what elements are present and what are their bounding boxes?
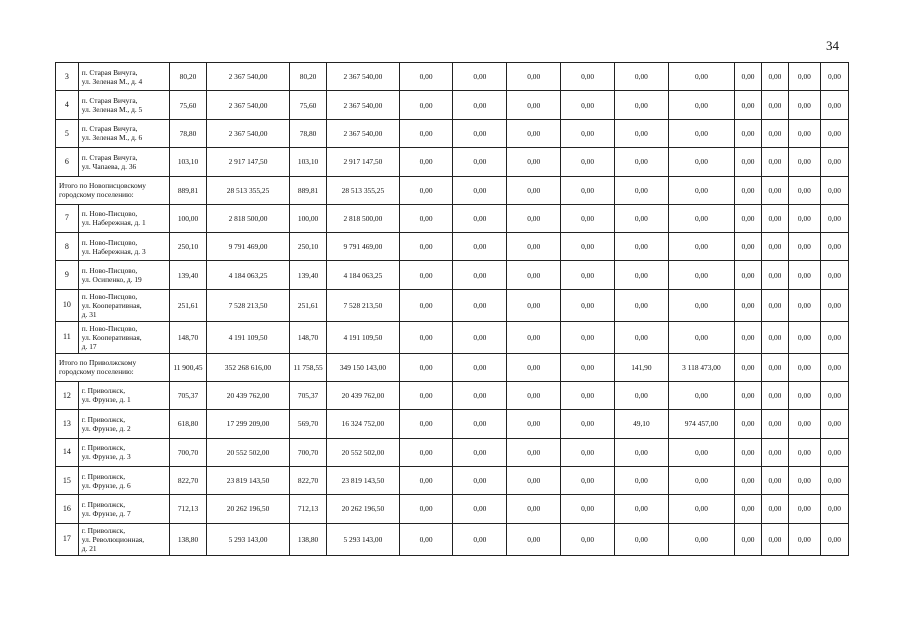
value-cell: 148,70 bbox=[289, 321, 326, 353]
value-cell: 0,00 bbox=[735, 119, 762, 147]
value-cell: 0,00 bbox=[735, 495, 762, 523]
value-cell: 20 439 762,00 bbox=[207, 381, 290, 409]
page-number: 34 bbox=[826, 38, 839, 53]
value-cell: 4 184 063,25 bbox=[327, 261, 399, 289]
address-cell: п. Старая Вичуга, ул. Чапаева, д. 36 bbox=[78, 148, 169, 176]
value-cell: 0,00 bbox=[561, 63, 615, 91]
value-cell: 0,00 bbox=[561, 321, 615, 353]
value-cell: 2 818 500,00 bbox=[327, 204, 399, 232]
value-cell: 0,00 bbox=[507, 289, 561, 321]
value-cell: 0,00 bbox=[561, 523, 615, 555]
value-cell: 0,00 bbox=[761, 321, 788, 353]
address-cell: г. Приволжск, ул. Революционная, д. 21 bbox=[78, 523, 169, 555]
value-cell: 0,00 bbox=[735, 353, 762, 381]
value-cell: 0,00 bbox=[614, 495, 668, 523]
value-cell: 0,00 bbox=[735, 523, 762, 555]
value-cell: 0,00 bbox=[614, 119, 668, 147]
value-cell: 138,80 bbox=[169, 523, 206, 555]
value-cell: 0,00 bbox=[614, 204, 668, 232]
value-cell: 0,00 bbox=[399, 353, 453, 381]
value-cell: 0,00 bbox=[399, 410, 453, 438]
value-cell: 0,00 bbox=[668, 63, 734, 91]
row-number: 6 bbox=[56, 148, 79, 176]
table-row bbox=[56, 204, 849, 232]
value-cell: 0,00 bbox=[399, 523, 453, 555]
value-cell: 0,00 bbox=[453, 176, 507, 204]
value-cell: 28 513 355,25 bbox=[327, 176, 399, 204]
value-cell: 20 552 502,00 bbox=[207, 438, 290, 466]
row-number: 4 bbox=[56, 91, 79, 119]
value-cell: 0,00 bbox=[820, 321, 848, 353]
value-cell: 75,60 bbox=[289, 91, 326, 119]
value-cell: 0,00 bbox=[399, 438, 453, 466]
value-cell: 705,37 bbox=[289, 381, 326, 409]
value-cell: 0,00 bbox=[735, 176, 762, 204]
value-cell: 0,00 bbox=[761, 495, 788, 523]
value-cell: 0,00 bbox=[788, 495, 820, 523]
value-cell: 4 191 109,50 bbox=[207, 321, 290, 353]
value-cell: 0,00 bbox=[735, 232, 762, 260]
value-cell: 0,00 bbox=[788, 148, 820, 176]
value-cell: 9 791 469,00 bbox=[327, 232, 399, 260]
address-cell: п. Ново-Писцово, ул. Набережная, д. 3 bbox=[78, 232, 169, 260]
value-cell: 0,00 bbox=[761, 289, 788, 321]
value-cell: 49,10 bbox=[614, 410, 668, 438]
value-cell: 20 262 196,50 bbox=[207, 495, 290, 523]
value-cell: 0,00 bbox=[668, 232, 734, 260]
value-cell: 2 818 500,00 bbox=[207, 204, 290, 232]
value-cell: 0,00 bbox=[561, 176, 615, 204]
value-cell: 139,40 bbox=[289, 261, 326, 289]
value-cell: 0,00 bbox=[453, 261, 507, 289]
value-cell: 822,70 bbox=[289, 466, 326, 494]
value-cell: 23 819 143,50 bbox=[327, 466, 399, 494]
value-cell: 0,00 bbox=[507, 321, 561, 353]
value-cell: 7 528 213,50 bbox=[327, 289, 399, 321]
value-cell: 705,37 bbox=[169, 381, 206, 409]
value-cell: 0,00 bbox=[761, 119, 788, 147]
value-cell: 0,00 bbox=[453, 91, 507, 119]
value-cell: 0,00 bbox=[668, 204, 734, 232]
value-cell: 0,00 bbox=[614, 466, 668, 494]
value-cell: 0,00 bbox=[507, 204, 561, 232]
value-cell: 0,00 bbox=[761, 381, 788, 409]
value-cell: 0,00 bbox=[788, 204, 820, 232]
value-cell: 0,00 bbox=[735, 321, 762, 353]
value-cell: 0,00 bbox=[399, 381, 453, 409]
table-row bbox=[56, 321, 849, 353]
value-cell: 28 513 355,25 bbox=[207, 176, 290, 204]
value-cell: 2 367 540,00 bbox=[327, 63, 399, 91]
value-cell: 0,00 bbox=[561, 232, 615, 260]
value-cell: 0,00 bbox=[761, 353, 788, 381]
value-cell: 0,00 bbox=[453, 353, 507, 381]
value-cell: 0,00 bbox=[614, 261, 668, 289]
table-row bbox=[56, 495, 849, 523]
value-cell: 0,00 bbox=[788, 410, 820, 438]
subtotal-label: Итого по Новописцовскому городскому поселению: bbox=[56, 176, 170, 204]
value-cell: 0,00 bbox=[507, 495, 561, 523]
value-cell: 9 791 469,00 bbox=[207, 232, 290, 260]
address-cell: п. Старая Вичуга, ул. Зеленая М., д. 6 bbox=[78, 119, 169, 147]
value-cell: 822,70 bbox=[169, 466, 206, 494]
value-cell: 2 367 540,00 bbox=[207, 63, 290, 91]
value-cell: 0,00 bbox=[453, 381, 507, 409]
value-cell: 0,00 bbox=[788, 353, 820, 381]
value-cell: 4 184 063,25 bbox=[207, 261, 290, 289]
value-cell: 2 367 540,00 bbox=[327, 91, 399, 119]
value-cell: 7 528 213,50 bbox=[207, 289, 290, 321]
value-cell: 0,00 bbox=[399, 321, 453, 353]
value-cell: 0,00 bbox=[820, 119, 848, 147]
value-cell: 100,00 bbox=[289, 204, 326, 232]
value-cell: 2 367 540,00 bbox=[207, 119, 290, 147]
value-cell: 0,00 bbox=[614, 63, 668, 91]
value-cell: 0,00 bbox=[507, 353, 561, 381]
value-cell: 712,13 bbox=[289, 495, 326, 523]
value-cell: 0,00 bbox=[788, 91, 820, 119]
value-cell: 0,00 bbox=[820, 176, 848, 204]
value-cell: 0,00 bbox=[507, 523, 561, 555]
row-number: 7 bbox=[56, 204, 79, 232]
value-cell: 0,00 bbox=[788, 119, 820, 147]
value-cell: 0,00 bbox=[820, 523, 848, 555]
value-cell: 0,00 bbox=[399, 232, 453, 260]
address-cell: п. Ново-Писцово, ул. Кооперативная, д. 31 bbox=[78, 289, 169, 321]
row-number: 13 bbox=[56, 410, 79, 438]
value-cell: 0,00 bbox=[507, 119, 561, 147]
value-cell: 0,00 bbox=[399, 148, 453, 176]
value-cell: 0,00 bbox=[761, 148, 788, 176]
table-row bbox=[56, 63, 849, 91]
value-cell: 352 268 616,00 bbox=[207, 353, 290, 381]
value-cell: 80,20 bbox=[289, 63, 326, 91]
value-cell: 0,00 bbox=[788, 523, 820, 555]
row-number: 11 bbox=[56, 321, 79, 353]
address-cell: г. Приволжск, ул. Фрунзе, д. 3 bbox=[78, 438, 169, 466]
value-cell: 250,10 bbox=[169, 232, 206, 260]
row-number: 3 bbox=[56, 63, 79, 91]
value-cell: 0,00 bbox=[735, 148, 762, 176]
value-cell: 0,00 bbox=[453, 410, 507, 438]
value-cell: 0,00 bbox=[820, 410, 848, 438]
value-cell: 0,00 bbox=[735, 204, 762, 232]
value-cell: 0,00 bbox=[761, 232, 788, 260]
value-cell: 569,70 bbox=[289, 410, 326, 438]
value-cell: 0,00 bbox=[735, 261, 762, 289]
value-cell: 0,00 bbox=[399, 176, 453, 204]
value-cell: 0,00 bbox=[668, 91, 734, 119]
value-cell: 100,00 bbox=[169, 204, 206, 232]
value-cell: 0,00 bbox=[399, 289, 453, 321]
value-cell: 0,00 bbox=[614, 148, 668, 176]
subtotal-row bbox=[56, 353, 849, 381]
value-cell: 0,00 bbox=[453, 232, 507, 260]
value-cell: 0,00 bbox=[761, 410, 788, 438]
value-cell: 349 150 143,00 bbox=[327, 353, 399, 381]
address-cell: г. Приволжск, ул. Фрунзе, д. 1 bbox=[78, 381, 169, 409]
value-cell: 0,00 bbox=[820, 495, 848, 523]
value-cell: 78,80 bbox=[169, 119, 206, 147]
value-cell: 0,00 bbox=[453, 438, 507, 466]
address-cell: п. Старая Вичуга, ул. Зеленая М., д. 5 bbox=[78, 91, 169, 119]
housing-data-table bbox=[55, 62, 849, 556]
address-cell: п. Ново-Писцово, ул. Набережная, д. 1 bbox=[78, 204, 169, 232]
value-cell: 0,00 bbox=[399, 495, 453, 523]
value-cell: 0,00 bbox=[614, 321, 668, 353]
value-cell: 0,00 bbox=[507, 176, 561, 204]
value-cell: 0,00 bbox=[820, 466, 848, 494]
value-cell: 0,00 bbox=[820, 63, 848, 91]
value-cell: 0,00 bbox=[668, 381, 734, 409]
value-cell: 0,00 bbox=[561, 495, 615, 523]
row-number: 9 bbox=[56, 261, 79, 289]
value-cell: 0,00 bbox=[820, 148, 848, 176]
value-cell: 20 439 762,00 bbox=[327, 381, 399, 409]
value-cell: 0,00 bbox=[668, 176, 734, 204]
row-number: 14 bbox=[56, 438, 79, 466]
value-cell: 0,00 bbox=[507, 438, 561, 466]
row-number: 10 bbox=[56, 289, 79, 321]
value-cell: 250,10 bbox=[289, 232, 326, 260]
value-cell: 0,00 bbox=[735, 466, 762, 494]
row-number: 16 bbox=[56, 495, 79, 523]
subtotal-row bbox=[56, 176, 849, 204]
value-cell: 0,00 bbox=[561, 204, 615, 232]
value-cell: 0,00 bbox=[561, 91, 615, 119]
address-cell: п. Ново-Писцово, ул. Кооперативная, д. 17 bbox=[78, 321, 169, 353]
table-row bbox=[56, 119, 849, 147]
table-row bbox=[56, 410, 849, 438]
value-cell: 0,00 bbox=[453, 321, 507, 353]
value-cell: 2 367 540,00 bbox=[207, 91, 290, 119]
value-cell: 0,00 bbox=[453, 466, 507, 494]
value-cell: 0,00 bbox=[453, 289, 507, 321]
table-row bbox=[56, 261, 849, 289]
value-cell: 0,00 bbox=[788, 63, 820, 91]
value-cell: 2 917 147,50 bbox=[327, 148, 399, 176]
value-cell: 0,00 bbox=[761, 204, 788, 232]
value-cell: 0,00 bbox=[561, 438, 615, 466]
value-cell: 0,00 bbox=[507, 261, 561, 289]
value-cell: 0,00 bbox=[668, 321, 734, 353]
value-cell: 0,00 bbox=[735, 63, 762, 91]
value-cell: 618,80 bbox=[169, 410, 206, 438]
value-cell: 0,00 bbox=[735, 381, 762, 409]
value-cell: 0,00 bbox=[453, 523, 507, 555]
value-cell: 0,00 bbox=[668, 523, 734, 555]
value-cell: 2 917 147,50 bbox=[207, 148, 290, 176]
value-cell: 0,00 bbox=[820, 232, 848, 260]
value-cell: 141,90 bbox=[614, 353, 668, 381]
value-cell: 80,20 bbox=[169, 63, 206, 91]
value-cell: 0,00 bbox=[399, 466, 453, 494]
value-cell: 0,00 bbox=[820, 261, 848, 289]
value-cell: 0,00 bbox=[507, 148, 561, 176]
value-cell: 0,00 bbox=[561, 119, 615, 147]
table-row bbox=[56, 232, 849, 260]
value-cell: 712,13 bbox=[169, 495, 206, 523]
value-cell: 0,00 bbox=[399, 261, 453, 289]
value-cell: 0,00 bbox=[668, 495, 734, 523]
value-cell: 0,00 bbox=[507, 466, 561, 494]
value-cell: 0,00 bbox=[614, 381, 668, 409]
value-cell: 889,81 bbox=[169, 176, 206, 204]
value-cell: 0,00 bbox=[561, 381, 615, 409]
value-cell: 0,00 bbox=[761, 176, 788, 204]
value-cell: 0,00 bbox=[788, 232, 820, 260]
address-cell: г. Приволжск, ул. Фрунзе, д. 2 bbox=[78, 410, 169, 438]
value-cell: 0,00 bbox=[761, 438, 788, 466]
value-cell: 103,10 bbox=[169, 148, 206, 176]
value-cell: 5 293 143,00 bbox=[327, 523, 399, 555]
value-cell: 5 293 143,00 bbox=[207, 523, 290, 555]
value-cell: 0,00 bbox=[507, 91, 561, 119]
value-cell: 0,00 bbox=[453, 63, 507, 91]
value-cell: 0,00 bbox=[668, 148, 734, 176]
value-cell: 0,00 bbox=[453, 119, 507, 147]
value-cell: 0,00 bbox=[820, 91, 848, 119]
value-cell: 0,00 bbox=[668, 466, 734, 494]
value-cell: 0,00 bbox=[761, 63, 788, 91]
table-row bbox=[56, 91, 849, 119]
value-cell: 0,00 bbox=[820, 353, 848, 381]
value-cell: 0,00 bbox=[561, 466, 615, 494]
table-row bbox=[56, 438, 849, 466]
value-cell: 0,00 bbox=[614, 176, 668, 204]
value-cell: 251,61 bbox=[169, 289, 206, 321]
row-number: 8 bbox=[56, 232, 79, 260]
value-cell: 0,00 bbox=[399, 204, 453, 232]
value-cell: 0,00 bbox=[399, 63, 453, 91]
address-cell: г. Приволжск, ул. Фрунзе, д. 7 bbox=[78, 495, 169, 523]
value-cell: 0,00 bbox=[735, 91, 762, 119]
value-cell: 103,10 bbox=[289, 148, 326, 176]
value-cell: 0,00 bbox=[761, 261, 788, 289]
value-cell: 0,00 bbox=[820, 381, 848, 409]
value-cell: 0,00 bbox=[453, 148, 507, 176]
value-cell: 889,81 bbox=[289, 176, 326, 204]
value-cell: 0,00 bbox=[399, 91, 453, 119]
value-cell: 78,80 bbox=[289, 119, 326, 147]
value-cell: 0,00 bbox=[788, 321, 820, 353]
value-cell: 0,00 bbox=[507, 381, 561, 409]
value-cell: 0,00 bbox=[735, 289, 762, 321]
value-cell: 0,00 bbox=[788, 261, 820, 289]
value-cell: 11 900,45 bbox=[169, 353, 206, 381]
value-cell: 0,00 bbox=[453, 495, 507, 523]
value-cell: 0,00 bbox=[614, 523, 668, 555]
value-cell: 3 118 473,00 bbox=[668, 353, 734, 381]
value-cell: 17 299 209,00 bbox=[207, 410, 290, 438]
value-cell: 0,00 bbox=[614, 232, 668, 260]
value-cell: 251,61 bbox=[289, 289, 326, 321]
value-cell: 0,00 bbox=[788, 438, 820, 466]
table-row bbox=[56, 466, 849, 494]
value-cell: 4 191 109,50 bbox=[327, 321, 399, 353]
address-cell: г. Приволжск, ул. Фрунзе, д. 6 bbox=[78, 466, 169, 494]
table-row bbox=[56, 523, 849, 555]
value-cell: 0,00 bbox=[561, 148, 615, 176]
value-cell: 0,00 bbox=[668, 119, 734, 147]
table-row bbox=[56, 148, 849, 176]
value-cell: 0,00 bbox=[561, 410, 615, 438]
value-cell: 0,00 bbox=[614, 438, 668, 466]
value-cell: 0,00 bbox=[761, 91, 788, 119]
value-cell: 20 552 502,00 bbox=[327, 438, 399, 466]
value-cell: 0,00 bbox=[561, 289, 615, 321]
value-cell: 0,00 bbox=[820, 289, 848, 321]
table-row bbox=[56, 289, 849, 321]
value-cell: 138,80 bbox=[289, 523, 326, 555]
row-number: 17 bbox=[56, 523, 79, 555]
value-cell: 20 262 196,50 bbox=[327, 495, 399, 523]
value-cell: 0,00 bbox=[761, 466, 788, 494]
value-cell: 0,00 bbox=[668, 261, 734, 289]
address-cell: п. Старая Вичуга, ул. Зеленая М., д. 4 bbox=[78, 63, 169, 91]
value-cell: 700,70 bbox=[169, 438, 206, 466]
value-cell: 0,00 bbox=[614, 91, 668, 119]
value-cell: 0,00 bbox=[561, 353, 615, 381]
value-cell: 139,40 bbox=[169, 261, 206, 289]
value-cell: 0,00 bbox=[788, 176, 820, 204]
row-number: 5 bbox=[56, 119, 79, 147]
value-cell: 0,00 bbox=[788, 289, 820, 321]
value-cell: 0,00 bbox=[507, 410, 561, 438]
value-cell: 0,00 bbox=[668, 438, 734, 466]
value-cell: 700,70 bbox=[289, 438, 326, 466]
value-cell: 0,00 bbox=[399, 119, 453, 147]
value-cell: 148,70 bbox=[169, 321, 206, 353]
address-cell: п. Ново-Писцово, ул. Осипенко, д. 19 bbox=[78, 261, 169, 289]
row-number: 15 bbox=[56, 466, 79, 494]
value-cell: 0,00 bbox=[820, 438, 848, 466]
row-number: 12 bbox=[56, 381, 79, 409]
value-cell: 0,00 bbox=[614, 289, 668, 321]
value-cell: 0,00 bbox=[820, 204, 848, 232]
value-cell: 0,00 bbox=[668, 289, 734, 321]
value-cell: 11 758,55 bbox=[289, 353, 326, 381]
value-cell: 23 819 143,50 bbox=[207, 466, 290, 494]
subtotal-label: Итого по Приволжскому городскому поселению: bbox=[56, 353, 170, 381]
value-cell: 0,00 bbox=[507, 63, 561, 91]
value-cell: 0,00 bbox=[761, 523, 788, 555]
table-row bbox=[56, 381, 849, 409]
value-cell: 0,00 bbox=[453, 204, 507, 232]
value-cell: 0,00 bbox=[507, 232, 561, 260]
value-cell: 2 367 540,00 bbox=[327, 119, 399, 147]
value-cell: 0,00 bbox=[561, 261, 615, 289]
value-cell: 16 324 752,00 bbox=[327, 410, 399, 438]
value-cell: 0,00 bbox=[735, 410, 762, 438]
value-cell: 75,60 bbox=[169, 91, 206, 119]
value-cell: 974 457,00 bbox=[668, 410, 734, 438]
value-cell: 0,00 bbox=[788, 381, 820, 409]
value-cell: 0,00 bbox=[735, 438, 762, 466]
value-cell: 0,00 bbox=[788, 466, 820, 494]
